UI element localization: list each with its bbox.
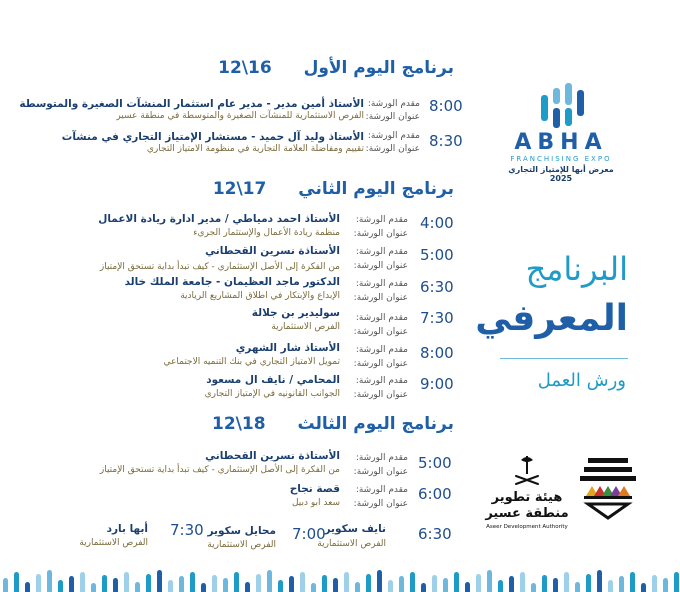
day1-title-text: برنامج اليوم الأول — [303, 58, 454, 78]
pattern-bar — [630, 572, 635, 592]
pattern-bar — [465, 582, 470, 592]
topic-label: عنوان الورشة: — [353, 467, 408, 477]
pattern-bar — [80, 572, 85, 592]
pattern-bar — [69, 576, 74, 592]
session-time: 6:30 — [420, 278, 454, 296]
pattern-bar — [322, 575, 327, 592]
day2-title-text: برنامج اليوم الثاني — [298, 179, 454, 199]
pattern-bar — [300, 572, 305, 592]
day1-date: 12\16 — [218, 58, 272, 78]
day3-date: 12\18 — [212, 414, 266, 434]
pattern-bar — [311, 583, 316, 592]
pattern-bar — [542, 575, 547, 592]
session-topic: من الفكرة إلى الأصل الإستثماري - كيف تبدأ بداية تستحق الإمتياز — [99, 262, 340, 272]
pattern-bar — [531, 583, 536, 592]
session-topic: الفرص الاستثمارية للمنشآت الصغيرة والمتوسطة في منطقة عسير — [116, 111, 364, 121]
pattern-bar — [179, 576, 184, 592]
session-presenter: محايل سكوير — [207, 525, 276, 537]
topic-label: عنوان الورشة: — [353, 390, 408, 400]
expo-logo-name: ABHA — [514, 130, 608, 155]
aseer-pattern-logo-icon — [580, 456, 636, 522]
pattern-bar — [399, 576, 404, 592]
topic-label: عنوان الورشة: — [365, 112, 420, 122]
session-presenter: أبها بارد — [106, 523, 148, 535]
session-presenter: المحامي / نايف ال مسعود — [206, 374, 340, 386]
session-time: 8:00 — [429, 97, 463, 115]
session-topic: الإبداع والإبتكار في اطلاق المشاريع الريادية — [180, 291, 340, 301]
presenter-label: مقدم الورشة: — [355, 376, 408, 386]
session-topic: الفرص الاستثمارية — [317, 539, 386, 549]
pattern-bar — [553, 578, 558, 592]
pattern-bar — [487, 570, 492, 592]
topic-label: عنوان الورشة: — [353, 293, 408, 303]
bottom-pattern — [0, 570, 680, 592]
session-presenter: قصة نجاح — [289, 483, 340, 495]
pattern-bar — [652, 575, 657, 592]
pattern-bar — [597, 570, 602, 592]
session-presenter: الأستاذة نسرين القحطاني — [205, 245, 340, 257]
topic-label: عنوان الورشة: — [353, 327, 408, 337]
pattern-bar — [256, 574, 261, 592]
day1-title — [218, 58, 454, 78]
session-time: 7:30 — [170, 521, 204, 539]
pattern-bar — [91, 583, 96, 592]
pattern-bar — [641, 583, 646, 592]
session-time: 8:30 — [429, 132, 463, 150]
pattern-bar — [586, 574, 591, 592]
session-topic: الجوانب القانونيه في الإمتياز التجاري — [204, 389, 340, 399]
pattern-bar — [608, 580, 613, 592]
authority-name-line2: منطقة عسير — [485, 506, 569, 521]
pattern-bar — [388, 580, 393, 592]
pattern-bar — [14, 572, 19, 592]
session-topic: من الفكرة إلى الأصل الإستثماري - كيف تبدأ بداية تستحق الإمتياز — [99, 465, 340, 475]
pattern-bar — [234, 572, 239, 592]
day3-title-text: برنامج اليوم الثالث — [297, 414, 454, 434]
session-topic: الفرص الاستثمارية — [271, 322, 340, 332]
pattern-bar — [663, 578, 668, 592]
pattern-bar — [267, 570, 272, 592]
presenter-label: مقدم الورشة: — [355, 313, 408, 323]
pattern-bar — [47, 570, 52, 592]
pattern-bar — [135, 582, 140, 592]
session-time: 9:00 — [420, 375, 454, 393]
expo-logo-arabic: معرض أبها للإمتياز التجاري 2025 — [508, 165, 614, 183]
session-time: 6:00 — [418, 485, 452, 503]
session-time: 8:00 — [420, 344, 454, 362]
presenter-label: مقدم الورشة: — [355, 485, 408, 495]
session-presenter: الأستاذة نسرين القحطاني — [205, 450, 340, 462]
presenter-label: مقدم الورشة: — [355, 453, 408, 463]
program-subtitle: ورش العمل — [537, 370, 626, 391]
session-topic: منظمة ريادة الأعمال والإستثمار الجريء — [193, 228, 340, 238]
session-topic: الفرص الاستثمارية — [79, 538, 148, 548]
day2-title — [213, 179, 454, 199]
pattern-bar — [575, 582, 580, 592]
session-presenter: الأستاذ وليد آل حميد - مستشار الإمتياز التجاري في منشآت — [61, 131, 364, 143]
pattern-bar — [476, 574, 481, 592]
topic-label: عنوان الورشة: — [365, 144, 420, 154]
expo-logo-subtitle: FRANCHISING EXPO — [510, 155, 612, 163]
session-presenter: سوليدير بن جلالة — [251, 307, 340, 319]
pattern-bar — [366, 574, 371, 592]
pattern-bar — [190, 572, 195, 592]
pattern-bar — [168, 580, 173, 592]
session-time: 5:00 — [420, 246, 454, 264]
pattern-bar — [25, 582, 30, 592]
presenter-label: مقدم الورشة: — [355, 247, 408, 257]
pattern-bar — [564, 572, 569, 592]
program-title-line2: المعرفي — [475, 298, 628, 339]
pattern-bar — [212, 575, 217, 592]
session-presenter: الدكتور ماجد العظيمان - جامعة الملك خالد — [124, 276, 340, 288]
pattern-bar — [157, 570, 162, 592]
pattern-bar — [58, 580, 63, 592]
pattern-bar — [432, 575, 437, 592]
session-presenter: نايف سكوير — [324, 523, 386, 535]
pattern-bar — [289, 576, 294, 592]
pattern-bar — [245, 582, 250, 592]
pattern-bar — [674, 572, 679, 592]
session-topic: سعد ابو دبيل — [291, 498, 340, 508]
session-time: 4:00 — [420, 214, 454, 232]
pattern-bar — [520, 572, 525, 592]
pattern-bar — [113, 578, 118, 592]
program-divider — [500, 358, 628, 359]
pattern-bar — [102, 575, 107, 592]
pattern-bar — [124, 572, 129, 592]
session-topic: الفرص الاستثمارية — [207, 540, 276, 550]
presenter-label: مقدم الورشة: — [367, 131, 420, 141]
presenter-label: مقدم الورشة: — [367, 99, 420, 109]
program-title-line1: البرنامج — [525, 250, 628, 288]
pattern-bar — [619, 576, 624, 592]
session-presenter: الأستاذ شار الشهري — [235, 342, 340, 354]
pattern-bar — [421, 583, 426, 592]
pattern-bar — [498, 580, 503, 592]
aseer-emblem-icon — [512, 454, 542, 488]
pattern-bar — [3, 578, 8, 592]
pattern-bar — [146, 574, 151, 592]
session-time: 6:30 — [418, 525, 452, 543]
pattern-bar — [410, 572, 415, 592]
pattern-bar — [223, 578, 228, 592]
pattern-bar — [344, 572, 349, 592]
pattern-bar — [201, 583, 206, 592]
session-presenter: الأستاذ احمد دمياطي / مدير ادارة ريادة الاعمال — [98, 213, 340, 225]
presenter-label: مقدم الورشة: — [355, 345, 408, 355]
pattern-bar — [509, 576, 514, 592]
session-time: 7:00 — [292, 525, 326, 543]
topic-label: عنوان الورشة: — [353, 229, 408, 239]
pattern-bar — [443, 578, 448, 592]
topic-label: عنوان الورشة: — [353, 499, 408, 509]
topic-label: عنوان الورشة: — [353, 261, 408, 271]
authority-name-line1: هيئة تطوير — [491, 490, 563, 505]
topic-label: عنوان الورشة: — [353, 359, 408, 369]
session-topic: تقييم ومفاضلة العلامة التجارية في منظومة الامتياز التجاري — [146, 144, 364, 154]
session-topic: تمويل الامتياز التجاري في بنك التنميه الاجتماعي — [163, 357, 340, 367]
session-time: 5:00 — [418, 454, 452, 472]
pattern-bar — [454, 572, 459, 592]
pattern-bar — [333, 578, 338, 592]
day3-title — [212, 414, 454, 434]
pattern-bar — [278, 580, 283, 592]
pattern-bar — [36, 574, 41, 592]
presenter-label: مقدم الورشة: — [355, 215, 408, 225]
pattern-bar — [355, 582, 360, 592]
session-time: 7:30 — [420, 309, 454, 327]
session-presenter: الأستاذ أمين مدير - مدير عام استثمار المنشآت الصغيرة والمتوسطة — [19, 98, 364, 110]
pattern-bar — [377, 570, 382, 592]
day2-date: 12\17 — [212, 179, 267, 199]
authority-name-english: Aseer Development Authority — [486, 524, 568, 530]
presenter-label: مقدم الورشة: — [355, 279, 408, 289]
